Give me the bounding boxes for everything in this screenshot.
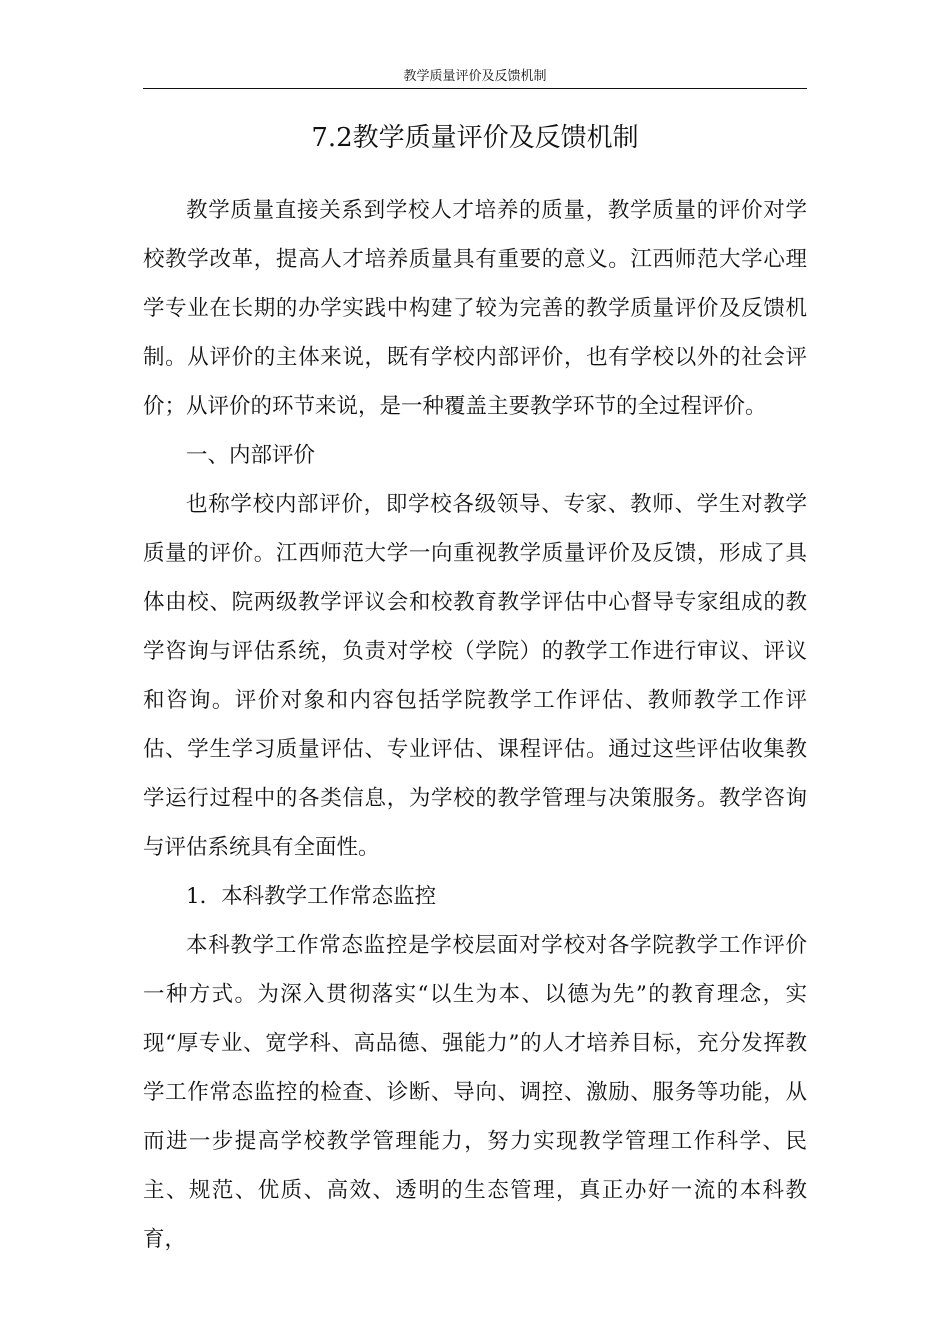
- monitoring-paragraph: 本科教学工作常态监控是学校层面对学校对各学院教学工作评价一种方式。为深入贯彻落实“以生为本、以德为先”的教育理念，实现“厚专业、宽学科、高品德、强能力”的人才培养目标，充分发挥教学工作常态监控的检查、诊断、导向、调控、激励、服务等功能，从而进一步提高学校教学管理能力，努力实现教学管理工作科学、民主、规范、优质、高效、透明的生态管理，真正办好一流的本科教育，: [143, 933, 807, 1252]
- internal-evaluation-paragraph: 也称学校内部评价，即学校各级领导、专家、教师、学生对教学质量的评价。江西师范大学一向重视教学质量评价及反馈，形成了具体由校、院两级教学评议会和校教育教学评估中心督导专家组成的教学咨询与评估系统，负责对学校（学院）的教学工作进行审议、评议和咨询。评价对象和内容包括学院教学工作评估、教师教学工作评估、学生学习质量评估、专业评估、课程评估。通过这些评估收集教学运行过程中的各类信息，为学校的教学管理与决策服务。教学咨询与评估系统具有全面性。: [143, 492, 807, 860]
- subsection-heading-monitoring: 1．本科教学工作常态监控: [186, 884, 437, 909]
- section-heading-internal-evaluation: 一、内部评价: [186, 443, 316, 468]
- intro-paragraph: 教学质量直接关系到学校人才培养的质量，教学质量的评价对学校教学改革，提高人才培养质量具有重要的意义。江西师范大学心理学专业在长期的办学实践中构建了较为完善的教学质量评价及反馈机制。从评价的主体来说，既有学校内部评价，也有学校以外的社会评价；从评价的环节来说，是一种覆盖主要教学环节的全过程评价。: [143, 198, 807, 419]
- running-header: 教学质量评价及反馈机制: [143, 68, 807, 89]
- document-body: [143, 186, 807, 1264]
- document-title: 7.2教学质量评价及反馈机制: [311, 123, 639, 153]
